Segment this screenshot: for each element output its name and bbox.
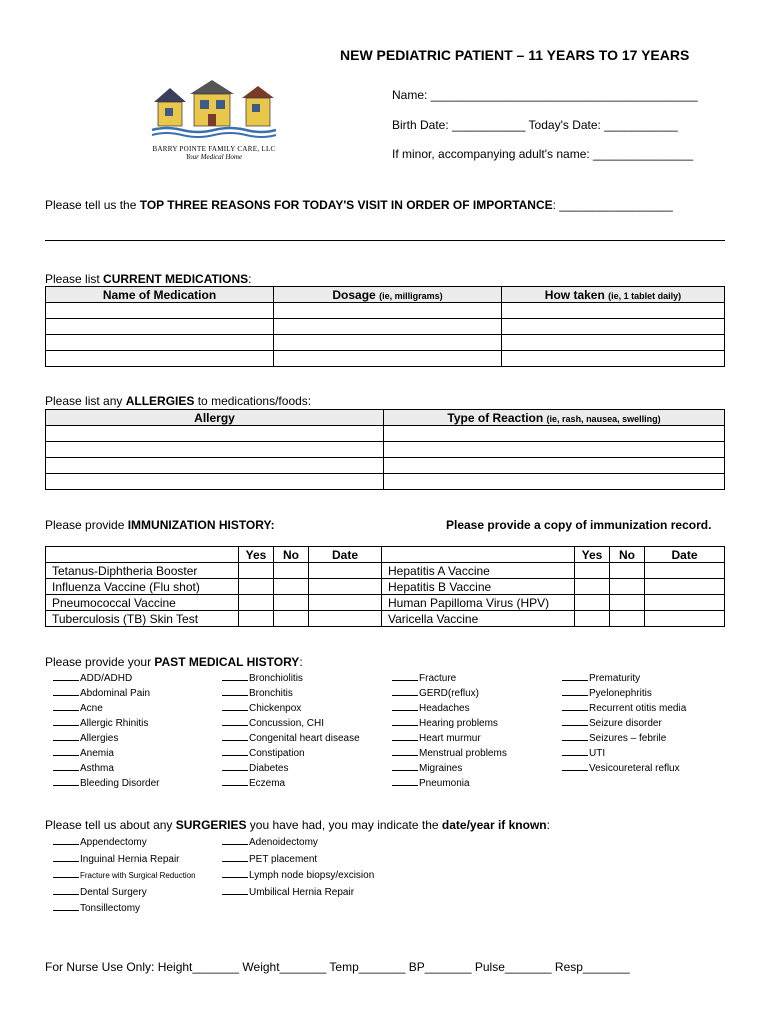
table-row[interactable]: [46, 426, 725, 442]
blank-line[interactable]: [392, 716, 418, 726]
checklist-label: Recurrent otitis media: [589, 703, 687, 714]
blank-line[interactable]: [392, 701, 418, 711]
table-row[interactable]: [46, 319, 725, 335]
allergies-bold: ALLERGIES: [125, 394, 195, 408]
checklist-label: Allergic Rhinitis: [80, 718, 149, 729]
blank-line[interactable]: [392, 746, 418, 756]
checklist-label: Asthma: [80, 763, 114, 774]
checklist-label: Tonsillectomy: [80, 903, 141, 914]
vaccine-name: Hepatitis B Vaccine: [382, 579, 575, 595]
medications-bold: CURRENT MEDICATIONS: [103, 272, 249, 286]
blank-line[interactable]: [562, 746, 588, 756]
table-row[interactable]: [46, 579, 725, 595]
blank-line[interactable]: [222, 835, 248, 845]
vaccine-name: Human Papilloma Virus (HPV): [382, 595, 575, 611]
reaction-col: [384, 410, 725, 426]
checklist-item[interactable]: [222, 776, 360, 791]
pmh-column-3: [392, 671, 507, 791]
checklist-item[interactable]: [53, 901, 196, 918]
pmh-column-1: [53, 671, 160, 791]
checklist-item[interactable]: [53, 701, 160, 716]
immunization-prefix: Please provide: [45, 518, 128, 532]
checklist-item[interactable]: [392, 716, 507, 731]
immunization-bold: IMMUNIZATION HISTORY:: [127, 518, 275, 532]
checklist-label: UTI: [589, 748, 606, 759]
date-header: Date: [645, 547, 725, 563]
blank-line[interactable]: [222, 776, 248, 786]
checklist-item[interactable]: [53, 761, 160, 776]
blank-line[interactable]: [222, 671, 248, 681]
checklist-item[interactable]: [53, 746, 160, 761]
nurse-use-line[interactable]: For Nurse Use Only: Height_______ Weight_______ Temp_______ BP_______ Pulse_______ Resp_______: [45, 960, 630, 974]
logo-name: BARRY POINTE FAMILY CARE, LLC: [152, 145, 276, 153]
reasons-suffix[interactable]: : _________________: [552, 198, 673, 212]
allergies-prefix: Please list any: [45, 394, 126, 408]
table-row[interactable]: [46, 595, 725, 611]
medications-table: [45, 286, 725, 367]
checklist-item[interactable]: [392, 746, 507, 761]
med-col-dosage-label: Dosage: [332, 287, 376, 302]
checklist-label: Pyelonephritis: [589, 688, 652, 699]
checklist-label: Appendectomy: [80, 837, 147, 848]
table-row[interactable]: [46, 351, 725, 367]
blank-line[interactable]: [222, 701, 248, 711]
checklist-item[interactable]: [392, 761, 507, 776]
vaccine-name: Tuberculosis (TB) Skin Test: [46, 611, 239, 627]
checklist-label: Menstrual problems: [419, 748, 507, 759]
no-header: No: [274, 547, 309, 563]
checklist-item[interactable]: [53, 716, 160, 731]
blank-line[interactable]: [53, 761, 79, 771]
blank-line[interactable]: [392, 776, 418, 786]
vaccine-name: Tetanus-Diphtheria Booster: [46, 563, 239, 579]
checklist-item[interactable]: [53, 686, 160, 701]
blank-line[interactable]: [222, 686, 248, 696]
surgeries-bold2: date/year if known: [441, 818, 547, 832]
blank-line[interactable]: [53, 686, 79, 696]
pmh-column-4: [562, 671, 686, 776]
checklist-label: Prematurity: [589, 673, 641, 684]
blank-line[interactable]: [53, 901, 79, 911]
checklist-item[interactable]: [53, 835, 196, 852]
checklist-item[interactable]: [392, 671, 507, 686]
med-col-how-label: How taken: [544, 287, 605, 302]
birth-date-field[interactable]: Birth Date: ___________ Today's Date: ___________: [392, 118, 678, 132]
checklist-label: Fracture: [419, 673, 457, 684]
date-header: Date: [309, 547, 382, 563]
blank-line[interactable]: [562, 716, 588, 726]
surgeries-column-2: [222, 835, 374, 901]
houses-logo-icon: [150, 78, 278, 140]
surgeries-bold: SURGERIES: [175, 818, 247, 832]
checklist-label: Diabetes: [249, 763, 289, 774]
checklist-item[interactable]: [222, 716, 360, 731]
med-col-dosage-note: (ie, milligrams): [379, 290, 443, 301]
blank-line[interactable]: [53, 701, 79, 711]
medications-prompt: [45, 272, 251, 286]
immunization-table: [45, 546, 725, 627]
pmh-bold: PAST MEDICAL HISTORY: [154, 655, 300, 669]
checklist-label: PET placement: [249, 853, 318, 865]
vaccine-name: Pneumococcal Vaccine: [46, 595, 239, 611]
allergies-table: [45, 409, 725, 490]
med-col-how-note: (ie, 1 tablet daily): [608, 290, 682, 301]
checklist-label: Lymph node biopsy/excision: [249, 870, 375, 881]
logo-tagline: Your Medical Home: [185, 153, 243, 161]
surgeries-prefix: Please tell us about any: [45, 818, 176, 832]
blank-line[interactable]: [222, 761, 248, 771]
blank-line[interactable]: [53, 731, 79, 741]
table-row[interactable]: [46, 563, 725, 579]
name-field[interactable]: Name: ________________________________________: [392, 88, 698, 102]
table-row[interactable]: [46, 458, 725, 474]
checklist-label: Allergies: [80, 733, 119, 744]
reaction-col-note: (ie, rash, nausea, swelling): [546, 413, 661, 424]
reaction-col-label: Type of Reaction: [447, 410, 544, 425]
blank-line[interactable]: [53, 885, 79, 895]
surgeries-prompt: [45, 818, 550, 832]
blank-line[interactable]: [53, 835, 79, 845]
blank-line[interactable]: [222, 868, 248, 878]
checklist-label: Inguinal Hernia Repair: [80, 853, 180, 865]
pmh-prompt: [45, 655, 303, 669]
blank-line[interactable]: [392, 671, 418, 681]
checklist-item[interactable]: [222, 731, 360, 746]
checklist-label: Acne: [80, 703, 103, 714]
checklist-item[interactable]: [222, 761, 360, 776]
blank-line[interactable]: [53, 868, 79, 878]
checklist-item[interactable]: [53, 671, 160, 686]
reasons-answer-line[interactable]: [45, 240, 725, 241]
checklist-label: Constipation: [249, 748, 305, 759]
checklist-item[interactable]: [562, 761, 686, 776]
checklist-item[interactable]: [53, 852, 196, 869]
checklist-label: Migraines: [419, 763, 463, 774]
checklist-label: Bronchiolitis: [249, 673, 303, 684]
table-row[interactable]: [46, 442, 725, 458]
pmh-prefix: Please provide your: [45, 655, 155, 669]
checklist-label: Seizure disorder: [589, 718, 662, 729]
checklist-label: Pneumonia: [419, 778, 470, 789]
checklist-item[interactable]: [392, 686, 507, 701]
blank-line[interactable]: [53, 671, 79, 681]
checklist-label: Bronchitis: [249, 688, 293, 699]
blank-line[interactable]: [222, 746, 248, 756]
surgeries-mid: you have had, you may indicate the: [246, 818, 442, 832]
checklist-label: Congenital heart disease: [249, 733, 360, 744]
table-row[interactable]: [46, 335, 725, 351]
surgeries-column-1: [53, 835, 196, 918]
checklist-item[interactable]: [222, 671, 360, 686]
clinic-logo: [150, 78, 278, 164]
accompanying-adult-field[interactable]: If minor, accompanying adult's name: _______________: [392, 147, 694, 161]
blank-line[interactable]: [562, 761, 588, 771]
checklist-item[interactable]: [392, 731, 507, 746]
yes-header: Yes: [239, 547, 274, 563]
blank-line[interactable]: [53, 716, 79, 726]
checklist-item[interactable]: [222, 885, 374, 902]
checklist-item[interactable]: [222, 701, 360, 716]
blank-line[interactable]: [562, 701, 588, 711]
checklist-item[interactable]: [53, 776, 160, 791]
checklist-item[interactable]: [53, 885, 196, 902]
allergies-prompt: [45, 394, 311, 408]
checklist-item[interactable]: [222, 868, 374, 885]
pmh-column-2: [222, 671, 360, 791]
reasons-prefix: Please tell us the: [45, 198, 140, 212]
checklist-item[interactable]: [222, 852, 374, 869]
no-header: No: [610, 547, 645, 563]
checklist-label: Adenoidectomy: [249, 837, 318, 848]
blank-line[interactable]: [222, 716, 248, 726]
med-col-how: [502, 287, 725, 303]
checklist-label: Bleeding Disorder: [80, 778, 160, 789]
allergy-col: Allergy: [46, 410, 384, 426]
checklist-label: Chickenpox: [249, 703, 302, 714]
checklist-label: Fracture with Surgical Reduction: [80, 871, 196, 880]
checklist-label: Hearing problems: [419, 718, 498, 729]
checklist-item[interactable]: [562, 671, 686, 686]
checklist-item[interactable]: [53, 868, 196, 885]
blank-line[interactable]: [53, 776, 79, 786]
blank-line[interactable]: [392, 686, 418, 696]
checklist-label: Abdominal Pain: [80, 688, 151, 699]
checklist-item[interactable]: [562, 731, 686, 746]
blank-line[interactable]: [562, 731, 588, 741]
blank-line[interactable]: [222, 885, 248, 895]
checklist-item[interactable]: [222, 686, 360, 701]
checklist-label: Seizures – febrile: [589, 733, 667, 744]
checklist-item[interactable]: [562, 716, 686, 731]
checklist-label: GERD(reflux): [419, 688, 480, 699]
checklist-label: Umbilical Hernia Repair: [249, 886, 355, 898]
vaccine-name: Varicella Vaccine: [382, 611, 575, 627]
vaccine-name: Influenza Vaccine (Flu shot): [46, 579, 239, 595]
checklist-label: Eczema: [249, 778, 286, 789]
checklist-label: Concussion, CHI: [249, 718, 325, 729]
medications-prefix: Please list: [45, 272, 104, 286]
blank-line[interactable]: [562, 686, 588, 696]
checklist-label: Headaches: [419, 703, 470, 714]
checklist-label: Dental Surgery: [80, 886, 147, 898]
vaccine-name: Hepatitis A Vaccine: [382, 563, 575, 579]
checklist-item[interactable]: [562, 701, 686, 716]
blank-line[interactable]: [53, 746, 79, 756]
allergies-suffix: to medications/foods:: [194, 394, 312, 408]
checklist-item[interactable]: [392, 776, 507, 791]
checklist-item[interactable]: [222, 746, 360, 761]
med-col-name: Name of Medication: [46, 287, 274, 303]
med-col-dosage: [274, 287, 502, 303]
checklist-item[interactable]: [222, 835, 374, 852]
checklist-label: Anemia: [80, 748, 114, 759]
table-row[interactable]: [46, 303, 725, 319]
checklist-item[interactable]: [562, 746, 686, 761]
blank-line[interactable]: [222, 852, 248, 862]
immunization-copy-note: Please provide a copy of immunization record.: [446, 518, 712, 532]
checklist-item[interactable]: [392, 701, 507, 716]
pmh-suffix: :: [299, 655, 303, 669]
blank-line[interactable]: [392, 761, 418, 771]
medications-suffix: :: [248, 272, 252, 286]
blank-line[interactable]: [53, 852, 79, 862]
immunization-prompt: [45, 518, 275, 532]
checklist-label: Heart murmur: [419, 733, 481, 744]
checklist-label: Vesicoureteral reflux: [589, 763, 680, 774]
checklist-item[interactable]: [562, 686, 686, 701]
blank-line[interactable]: [392, 731, 418, 741]
blank-line[interactable]: [222, 731, 248, 741]
surgeries-suffix: :: [546, 818, 550, 832]
page-title: NEW PEDIATRIC PATIENT – 11 YEARS TO 17 YEARS: [340, 47, 690, 63]
yes-header: Yes: [575, 547, 610, 563]
reasons-bold: TOP THREE REASONS FOR TODAY'S VISIT IN ORDER OF IMPORTANCE: [139, 198, 553, 212]
blank-line[interactable]: [562, 671, 588, 681]
reasons-prompt: [45, 198, 673, 212]
checklist-label: ADD/ADHD: [80, 673, 133, 684]
checklist-item[interactable]: [53, 731, 160, 746]
table-row[interactable]: [46, 474, 725, 490]
table-row[interactable]: [46, 611, 725, 627]
